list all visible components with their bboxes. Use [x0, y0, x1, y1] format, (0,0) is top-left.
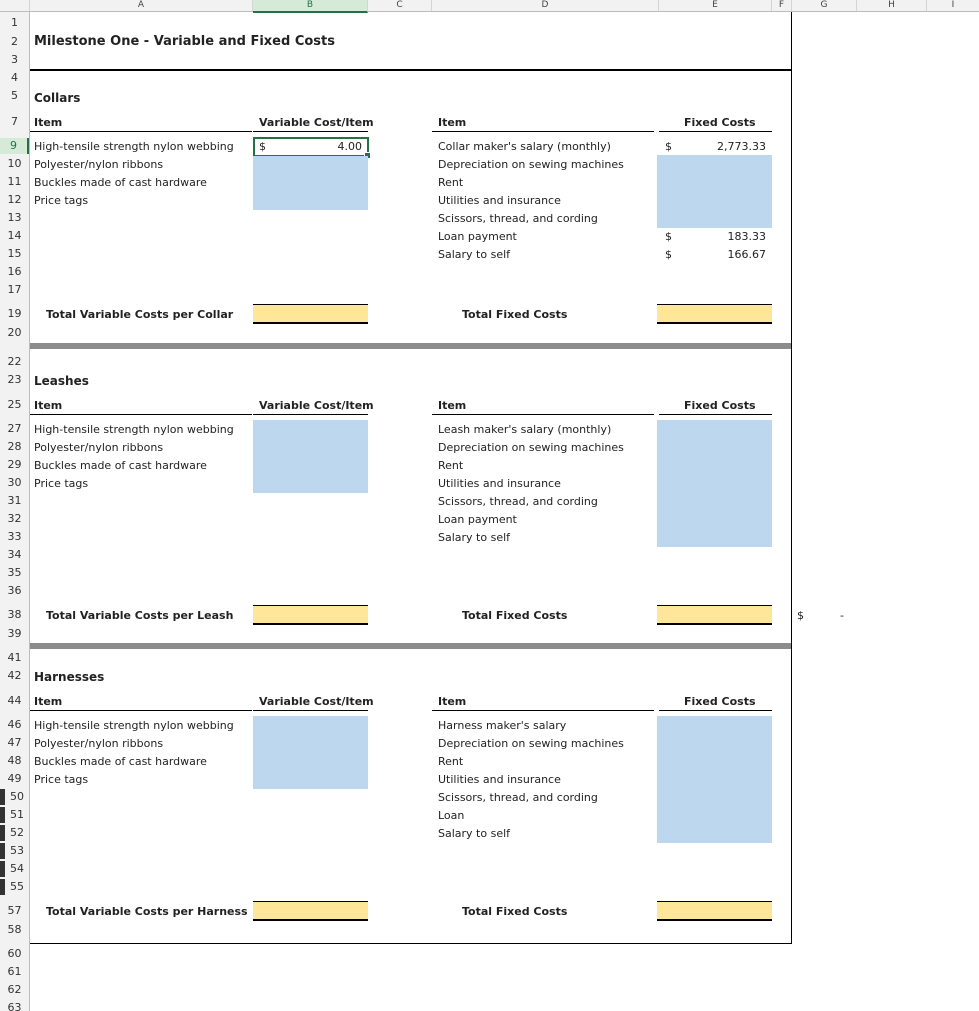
row-header-28[interactable]: 28: [7, 440, 22, 453]
row-header-53[interactable]: 53: [0, 843, 29, 859]
header-underline: [432, 414, 654, 415]
row-header-31[interactable]: 31: [7, 494, 22, 507]
column-header-a[interactable]: A: [30, 0, 253, 11]
row-header-3[interactable]: 3: [11, 53, 18, 66]
row-header-36[interactable]: 36: [7, 584, 22, 597]
row-header-10[interactable]: 10: [7, 157, 22, 170]
variable-item-label: Polyester/nylon ribbons: [34, 737, 164, 750]
row-header-50[interactable]: 50: [0, 789, 29, 805]
row-header-19[interactable]: 19: [7, 307, 22, 320]
row-header-41[interactable]: 41: [7, 651, 22, 664]
header-underline: [432, 710, 654, 711]
row-header-35[interactable]: 35: [7, 566, 22, 579]
column-header-b[interactable]: B: [253, 0, 368, 13]
section-separator: [30, 643, 791, 649]
collar-salary-value[interactable]: 2,773.33: [717, 140, 766, 153]
row-header-58[interactable]: 58: [7, 923, 22, 936]
total-fixed-cell[interactable]: [657, 901, 772, 921]
variable-item-label: High-tensile strength nylon webbing: [34, 423, 234, 436]
row-header-22[interactable]: 22: [7, 355, 22, 368]
header-underline: [659, 131, 772, 132]
header-underline: [30, 710, 252, 711]
loan-payment-value[interactable]: 183.33: [727, 230, 766, 243]
fixed-cost-input-cells[interactable]: [657, 155, 772, 228]
fixed-item-label: Collar maker's salary (monthly): [438, 140, 611, 153]
sheet-bottom-border: [30, 943, 792, 944]
section-title-leashes: Leashes: [34, 374, 89, 388]
row-header-52[interactable]: 52: [0, 825, 29, 841]
item-header: Item: [438, 695, 467, 708]
variable-item-label: Price tags: [34, 773, 89, 786]
variable-item-label: Buckles made of cast hardware: [34, 459, 207, 472]
total-variable-label: Total Variable Costs per Collar: [46, 308, 234, 321]
variable-cost-header: Variable Cost/Item: [259, 399, 374, 412]
variable-cost-input-cells[interactable]: [253, 420, 368, 493]
salary-to-self-value[interactable]: 166.67: [727, 248, 766, 261]
row-header-4[interactable]: 4: [11, 71, 18, 84]
variable-item-label: Polyester/nylon ribbons: [34, 158, 164, 171]
webbing-cost-value[interactable]: 4.00: [337, 140, 362, 153]
row-header-7[interactable]: 7: [11, 115, 18, 128]
total-fixed-label: Total Fixed Costs: [462, 905, 568, 918]
currency-symbol: $: [665, 140, 672, 153]
fixed-item-label: Leash maker's salary (monthly): [438, 423, 612, 436]
row-header-15[interactable]: 15: [7, 247, 22, 260]
row-header-49[interactable]: 49: [7, 772, 22, 785]
column-header-g[interactable]: G: [792, 0, 857, 11]
column-header-i[interactable]: I: [951, 0, 955, 10]
item-header: Item: [34, 116, 63, 129]
header-underline: [253, 710, 368, 711]
fixed-costs-header: Fixed Costs: [684, 695, 756, 708]
header-underline: [30, 131, 252, 132]
fixed-item-label: Scissors, thread, and cording: [438, 495, 598, 508]
fixed-costs-header: Fixed Costs: [684, 399, 756, 412]
variable-cost-header: Variable Cost/Item: [259, 695, 374, 708]
section-title-harnesses: Harnesses: [34, 670, 105, 684]
total-fixed-cell[interactable]: [657, 304, 772, 324]
column-header-bar: [0, 0, 979, 12]
column-header-d[interactable]: D: [432, 0, 659, 11]
row-header-bar: [0, 12, 30, 1011]
fixed-cost-input-cells[interactable]: [657, 420, 772, 547]
fixed-item-label: Loan payment: [438, 513, 517, 526]
fixed-item-label: Depreciation on sewing machines: [438, 441, 624, 454]
fixed-item-label: Salary to self: [438, 531, 511, 544]
variable-item-label: High-tensile strength nylon webbing: [34, 719, 234, 732]
header-underline: [30, 414, 252, 415]
variable-item-label: High-tensile strength nylon webbing: [34, 140, 234, 153]
column-header-h[interactable]: H: [857, 0, 927, 11]
item-header: Item: [438, 116, 467, 129]
item-header: Item: [438, 399, 467, 412]
row-header-55[interactable]: 55: [0, 879, 29, 895]
fixed-item-label: Depreciation on sewing machines: [438, 737, 624, 750]
row-header-12[interactable]: 12: [7, 193, 22, 206]
variable-item-label: Polyester/nylon ribbons: [34, 441, 164, 454]
row-header-5[interactable]: 5: [11, 89, 18, 102]
fixed-item-label: Scissors, thread, and cording: [438, 212, 598, 225]
header-underline: [432, 131, 654, 132]
stray-dash-value[interactable]: -: [840, 609, 844, 622]
row-header-48[interactable]: 48: [7, 754, 22, 767]
row-header-54[interactable]: 54: [0, 861, 29, 877]
row-header-46[interactable]: 46: [7, 718, 22, 731]
row-header-23[interactable]: 23: [7, 373, 22, 386]
row-header-60[interactable]: 60: [7, 947, 22, 960]
fixed-item-label: Rent: [438, 176, 464, 189]
row-header-34[interactable]: 34: [7, 548, 22, 561]
total-variable-cell[interactable]: [253, 901, 368, 921]
total-fixed-label: Total Fixed Costs: [462, 609, 568, 622]
row-header-14[interactable]: 14: [7, 229, 22, 242]
fixed-item-label: Harness maker's salary: [438, 719, 567, 732]
row-header-16[interactable]: 16: [7, 265, 22, 278]
row-header-17[interactable]: 17: [7, 283, 22, 296]
row-header-47[interactable]: 47: [7, 736, 22, 749]
column-header-f[interactable]: F: [772, 0, 792, 11]
currency-symbol: $: [665, 230, 672, 243]
fixed-item-label: Utilities and insurance: [438, 194, 561, 207]
row-header-51[interactable]: 51: [0, 807, 29, 823]
header-underline: [253, 131, 368, 132]
row-header-30[interactable]: 30: [7, 476, 22, 489]
row-header-62[interactable]: 62: [7, 983, 22, 996]
fixed-item-label: Depreciation on sewing machines: [438, 158, 624, 171]
row-header-38[interactable]: 38: [7, 608, 22, 621]
variable-cost-header: Variable Cost/Item: [259, 116, 374, 129]
select-all-corner[interactable]: [0, 0, 30, 11]
row-header-29[interactable]: 29: [7, 458, 22, 471]
row-header-25[interactable]: 25: [7, 398, 22, 411]
total-variable-cell[interactable]: [253, 605, 368, 625]
row-header-11[interactable]: 11: [7, 175, 22, 188]
row-header-27[interactable]: 27: [7, 422, 22, 435]
section-separator: [30, 343, 791, 349]
item-header: Item: [34, 399, 63, 412]
fixed-item-label: Scissors, thread, and cording: [438, 791, 598, 804]
total-fixed-cell[interactable]: [657, 605, 772, 625]
fixed-item-label: Utilities and insurance: [438, 773, 561, 786]
column-header-e[interactable]: E: [659, 0, 772, 11]
row-header-42[interactable]: 42: [7, 669, 22, 682]
row-header-13[interactable]: 13: [7, 211, 22, 224]
fixed-item-label: Salary to self: [438, 248, 511, 261]
currency-symbol: $: [665, 248, 672, 261]
row-header-1[interactable]: 1: [11, 16, 18, 29]
row-header-9[interactable]: 9: [0, 138, 29, 154]
row-header-2[interactable]: 2: [11, 35, 18, 48]
total-variable-label: Total Variable Costs per Harness: [46, 905, 248, 918]
row-header-61[interactable]: 61: [7, 965, 22, 978]
variable-cost-input-cells[interactable]: [253, 156, 368, 210]
column-header-c[interactable]: C: [368, 0, 432, 11]
total-variable-cell[interactable]: [253, 304, 368, 324]
section-title-collars: Collars: [34, 91, 81, 105]
variable-item-label: Price tags: [34, 194, 89, 207]
fixed-cost-input-cells[interactable]: [657, 716, 772, 843]
fixed-costs-header: Fixed Costs: [684, 116, 756, 129]
row-header-44[interactable]: 44: [7, 694, 22, 707]
row-header-39[interactable]: 39: [7, 627, 22, 640]
item-header: Item: [34, 695, 63, 708]
fixed-item-label: Loan: [438, 809, 465, 822]
currency-symbol: $: [797, 609, 804, 622]
fixed-item-label: Salary to self: [438, 827, 511, 840]
row-header-32[interactable]: 32: [7, 512, 22, 525]
header-underline: [659, 414, 772, 415]
fixed-item-label: Loan payment: [438, 230, 517, 243]
currency-symbol: $: [259, 140, 266, 153]
row-header-20[interactable]: 20: [7, 326, 22, 339]
total-variable-label: Total Variable Costs per Leash: [46, 609, 234, 622]
total-fixed-label: Total Fixed Costs: [462, 308, 568, 321]
variable-item-label: Buckles made of cast hardware: [34, 755, 207, 768]
variable-cost-input-cells[interactable]: [253, 716, 368, 789]
fixed-item-label: Rent: [438, 755, 464, 768]
header-underline: [659, 710, 772, 711]
variable-item-label: Price tags: [34, 477, 89, 490]
row-header-63[interactable]: 63: [7, 1001, 22, 1011]
fixed-item-label: Rent: [438, 459, 464, 472]
row-header-33[interactable]: 33: [7, 530, 22, 543]
title-underline: [30, 69, 792, 71]
fixed-item-label: Utilities and insurance: [438, 477, 561, 490]
page-title: Milestone One - Variable and Fixed Costs: [34, 34, 335, 49]
header-underline: [253, 414, 368, 415]
row-header-57[interactable]: 57: [7, 904, 22, 917]
variable-item-label: Buckles made of cast hardware: [34, 176, 207, 189]
